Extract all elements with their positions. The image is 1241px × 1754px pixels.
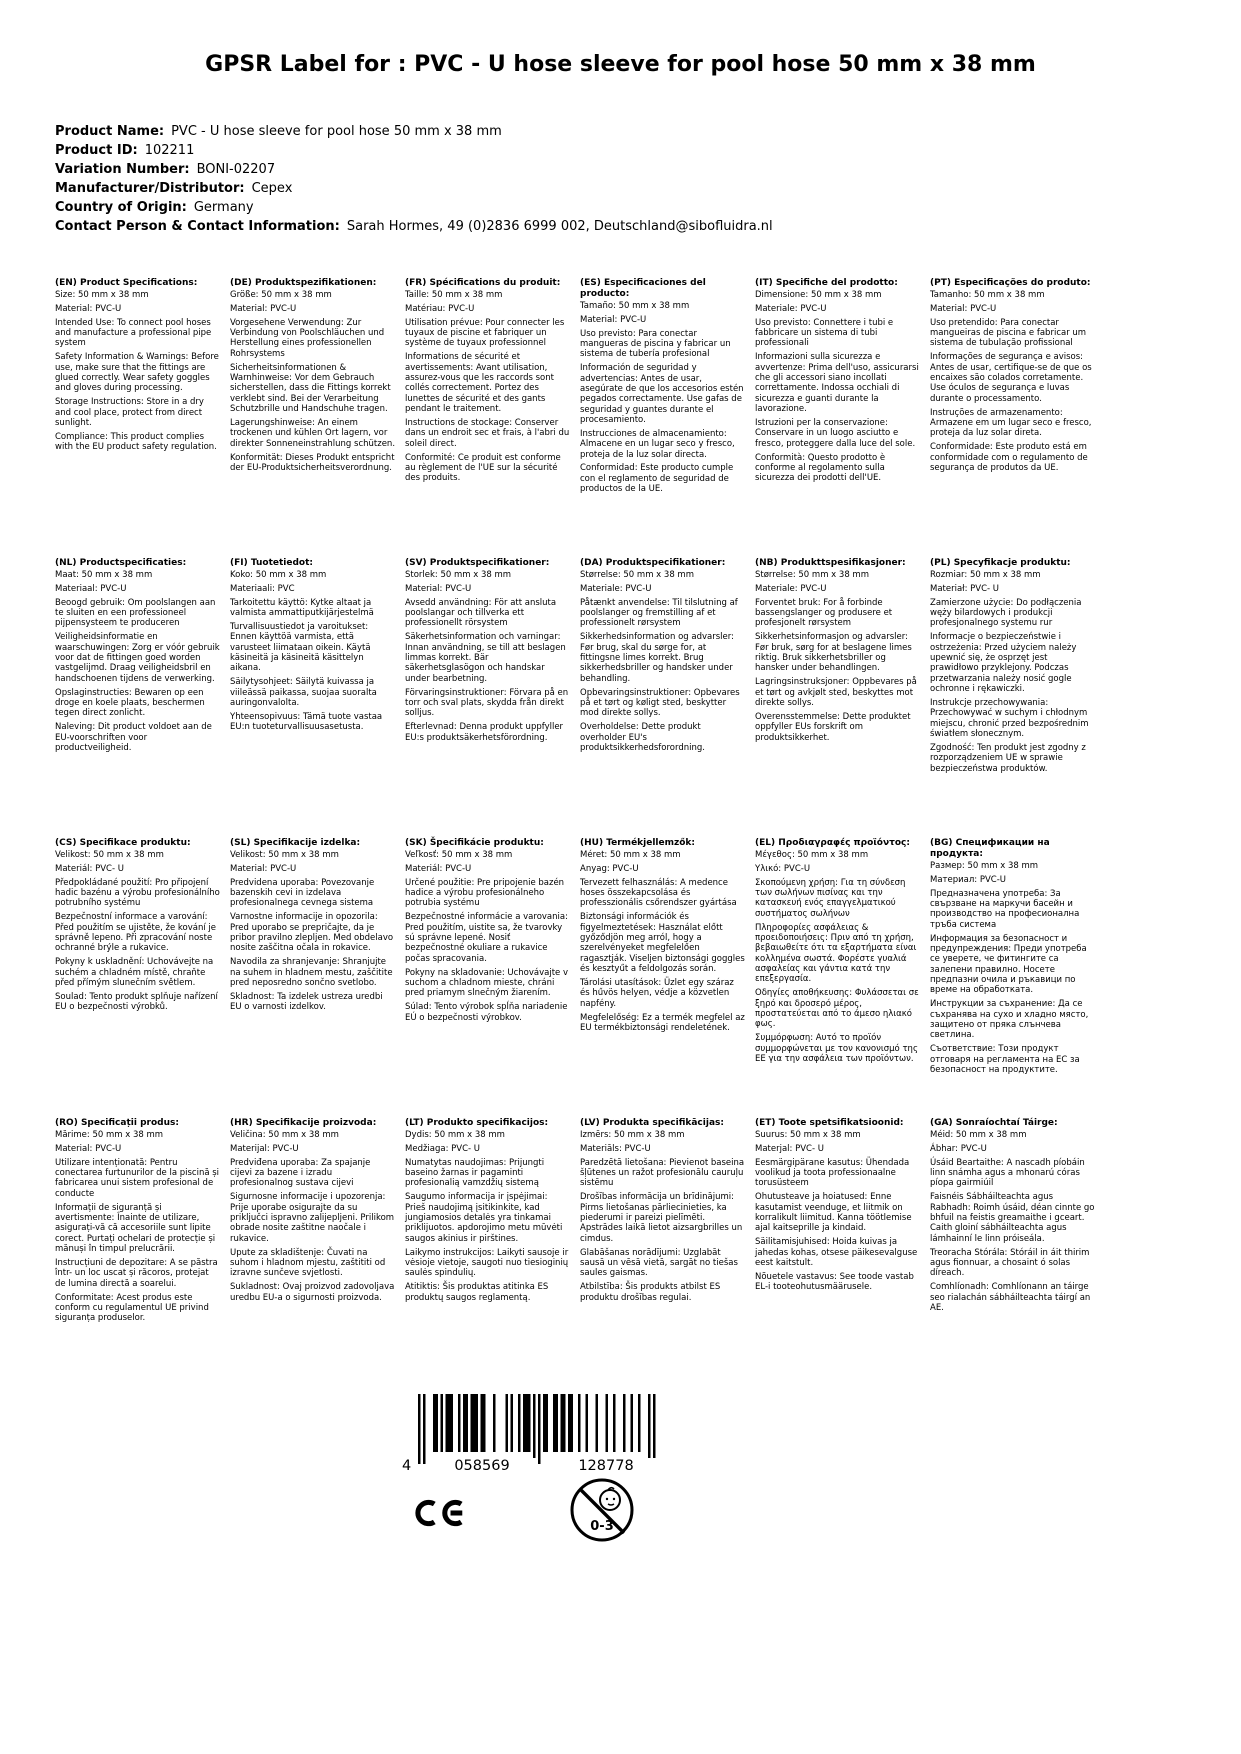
- product-info: [55, 122, 773, 236]
- language-block-paragraph: Konformität: Dieses Produkt entspricht der EU-Produktsicherheitsverordnung.: [230, 452, 395, 473]
- language-block-paragraph: Informacje o bezpieczeństwie i ostrzeżenia: Przed użyciem należy upewnić się, że osprzęt jest prawidłowo przyklejony. Podczas przetwarzania należy nosić gogle ochronne i rękawiczki.: [930, 632, 1077, 695]
- info-label: Country of Origin:: [55, 200, 187, 215]
- ean-barcode: [402, 1394, 672, 1474]
- language-block-sl: [230, 838, 395, 1118]
- info-value: Germany: [193, 200, 254, 215]
- language-block-paragraph: Zgodność: Ten produkt jest zgodny z rozporządzeniem UE w sprawie bezpieczeństwa produktów.: [930, 742, 1086, 774]
- language-block-paragraph: Dydis: 50 mm x 38 mm: [405, 1129, 505, 1140]
- info-label: Manufacturer/Distributor:: [55, 181, 245, 196]
- language-block-paragraph: Vorgesehene Verwendung: Zur Verbindung von Poolschläuchen und Herstellung eines professionellen Rohrsystems: [230, 317, 385, 359]
- language-block-paragraph: Glabāšanas norādījumi: Uzglabāt sausā un vēsā vietā, sargāt no tiešas saules gaismas.: [580, 1247, 738, 1279]
- language-block-header: (NB) Produkttspesifikasjoner:: [755, 558, 906, 568]
- language-block-paragraph: Συμμόρφωση: Αυτό το προϊόν συμμορφώνεται με τον κανονισμό της ΕΕ για την ασφάλεια των προϊόντων.: [755, 1033, 918, 1064]
- language-block-paragraph: Инструкции за съхранение: Да се съхранява на сухо и хладно място, защитено от пряка слънчева светлина.: [930, 999, 1089, 1041]
- language-block-paragraph: Drošības informācija un brīdinājumi: Pirms lietošanas pārliecinieties, ka piederumi ir pareizi pielīmēti. Apstrādes laikā lietot aizsargbrilles un cimdus.: [580, 1192, 743, 1244]
- language-block-paragraph: Tamaño: 50 mm x 38 mm: [580, 300, 690, 311]
- language-block-header: (GA) Sonraíochtaí Táirge:: [930, 1118, 1058, 1128]
- language-block-paragraph: Съответствие: Този продукт отговаря на регламента на ЕС за безопасност на продуктите.: [930, 1044, 1080, 1075]
- language-block-paragraph: Σκοπούμενη χρήση: Για τη σύνδεση των σωλήνων πισίνας και την κατασκευή ενός επαγγελματικού συστήματος σωλήνων: [755, 877, 906, 919]
- info-label: Product Name:: [55, 124, 165, 139]
- language-block-paragraph: Megfelelőség: Ez a termék megfelel az EU termékbiztonsági rendeletének.: [580, 1012, 745, 1033]
- language-block-paragraph: Utilizare intenționată: Pentru conectarea furtunurilor de la piscină și fabricarea unui sistem profesional de conducte: [55, 1157, 220, 1199]
- language-block-paragraph: Skladnost: Ta izdelek ustreza uredbi EU o varnosti izdelkov.: [230, 991, 383, 1013]
- language-block-fi: [230, 558, 395, 838]
- language-block-paragraph: Určené použitie: Pre pripojenie bazén hadice a výrobu profesionálneho potrubia systému: [405, 877, 565, 909]
- language-block-header: (CS) Specifikace produktu:: [55, 838, 191, 848]
- language-block-paragraph: Compliance: This product complies with the EU product safety regulation.: [55, 431, 217, 453]
- language-block-paragraph: Turvallisuustiedot ja varoitukset: Ennen käyttöä varmista, että varusteet liimataan oikein. Käytä käsineitä ja käsineitä käsittelyn aikana.: [230, 621, 371, 674]
- language-block-paragraph: Förvaringsinstruktioner: Förvara på en torr och sval plats, skydda från direkt solljus.: [405, 687, 569, 719]
- language-block-header: (EL) Προδιαγραφές προϊόντος:: [755, 838, 910, 848]
- age-warning-icon: [568, 1476, 636, 1548]
- language-block-paragraph: Izmērs: 50 mm x 38 mm: [580, 1129, 685, 1140]
- language-block-ga: [930, 1118, 1095, 1398]
- language-block-paragraph: Veľkosť: 50 mm x 38 mm: [405, 849, 513, 860]
- info-line-3: [55, 179, 773, 198]
- language-block-paragraph: Sikkerhetsinformasjon og advarsler: Før bruk, sørg for at beslagene limes riktig. Bruk sikkerhetsbriller og hansker under behandlingen.: [755, 632, 912, 674]
- barcode-digits-left: 058569: [426, 1458, 538, 1474]
- barcode-digits-right: 128778: [550, 1458, 662, 1474]
- language-block-paragraph: Velikost: 50 mm x 38 mm: [55, 849, 164, 860]
- info-line-4: [55, 198, 773, 217]
- language-block-paragraph: Treoracha Stórála: Stóráil in áit thirim agus fionnuar, a chosaint ó solas díreach.: [930, 1247, 1090, 1279]
- language-block-paragraph: Информация за безопасност и предупреждения: Преди употреба се уверете, че фитингите са залепени правилно. Носете предпазни очила и ръкавици по време на обработката.: [930, 933, 1087, 996]
- bottom-marks: [0, 1388, 1241, 1568]
- language-block-paragraph: Materiaali: PVC: [230, 583, 295, 594]
- language-block-paragraph: Naleving: Dit product voldoet aan de EU-voorschriften voor productveiligheid.: [55, 722, 212, 753]
- language-block-paragraph: Instrucciones de almacenamiento: Almacene en un lugar seco y fresco, proteja de la luz solar directa.: [580, 428, 735, 460]
- language-block-paragraph: Méret: 50 mm x 38 mm: [580, 849, 681, 860]
- language-block-hu: [580, 838, 745, 1118]
- language-block-paragraph: Tarkoitettu käyttö: Kytke altaat ja valmista ammattiputkijärjestelmä: [230, 597, 374, 619]
- language-block-paragraph: Úsáid Beartaithe: A nascadh píobáin linn snámha agus a mhonarú córas píopa gairmiúil: [930, 1157, 1085, 1189]
- language-block-paragraph: Intended Use: To connect pool hoses and manufacture a professional pipe system: [55, 317, 212, 349]
- language-block-paragraph: Zamierzone użycie: Do podłączenia węży bilardowych i produkcji profesjonalnego systemu rur: [930, 597, 1082, 629]
- language-block-paragraph: Instrukcje przechowywania: Przechowywać w suchym i chłodnym miejscu, chronić przed bezpośrednim światłem słonecznym.: [930, 697, 1089, 739]
- language-block-paragraph: Sukladnost: Ovaj proizvod zadovoljava uredbu EU-a o sigurnosti proizvoda.: [230, 1282, 395, 1303]
- language-block-de: [230, 278, 395, 558]
- language-block-paragraph: Materiale: PVC-U: [755, 303, 827, 314]
- barcode-digits: [402, 1458, 672, 1474]
- language-block-paragraph: Material: PVC-U: [55, 1143, 122, 1154]
- language-block-paragraph: Předpokládané použití: Pro připojení hadic bazénu a výrobu profesionálního potrubního systému: [55, 877, 220, 909]
- language-block-paragraph: Informações de segurança e avisos: Antes de usar, certifique-se de que os encaixes são colados corretamente. Use óculos de segurança e luvas durante o processamento.: [930, 352, 1092, 404]
- language-block-paragraph: Atbilstība: Šis produkts atbilst ES produktu drošības regulai.: [580, 1282, 721, 1303]
- language-block-paragraph: Conformidade: Este produto está em conformidade com o regulamento de segurança de produtos da UE.: [930, 442, 1088, 473]
- language-block-header: (HU) Termékjellemzők:: [580, 838, 696, 848]
- language-block-paragraph: Conformité: Ce produit est conforme au règlement de l'UE sur la sécurité des produits.: [405, 452, 561, 484]
- language-block-lv: [580, 1118, 745, 1398]
- language-block-paragraph: Materiāls: PVC-U: [580, 1143, 651, 1154]
- language-block-header: (ES) Especificaciones del producto:: [580, 278, 706, 299]
- language-block-paragraph: Pokyny na skladovanie: Uchovávajte v suchom a chladnom mieste, chráni pred priamym slnečným žiarením.: [405, 967, 569, 999]
- info-value: Cepex: [251, 181, 293, 196]
- language-block-paragraph: Bezpečnostní informace a varování: Před použitím se ujistěte, že kování je správně lepeno. Při zpracování noste ochranné brýle a rukavice.: [55, 912, 217, 954]
- language-block-paragraph: Instructions de stockage: Conserver dans un endroit sec et frais, à l'abri du soleil direct.: [405, 417, 570, 449]
- language-block-paragraph: Materiaal: PVC-U: [55, 583, 127, 594]
- language-block-header: (FR) Spécifications du produit:: [405, 278, 561, 288]
- language-block-paragraph: Säilytysohjeet: Säilytä kuivassa ja viileässä paikassa, suojaa suoralta auringonvalolta.: [230, 677, 377, 708]
- language-block-header: (SL) Specifikacije izdelka:: [230, 838, 361, 848]
- language-block-paragraph: Navodila za shranjevanje: Shranjujte na suhem in hladnem mestu, zaščitite pred neposredno sončno svetlobo.: [230, 957, 393, 988]
- language-block-paragraph: Material: PVC-U: [405, 583, 472, 594]
- language-block-et: [755, 1118, 920, 1398]
- info-line-2: [55, 160, 773, 179]
- language-block-header: (SV) Produktspecifikationer:: [405, 558, 550, 568]
- info-line-5: [55, 217, 773, 236]
- page-title: GPSR Label for : PVC - U hose sleeve for pool hose 50 mm x 38 mm: [205, 52, 1036, 77]
- language-block-paragraph: Tervezett felhasználás: A medence hoses összekapcsolása és professzionális csőrendszer gyártása: [580, 877, 737, 909]
- language-block-cs: [55, 838, 220, 1118]
- language-block-paragraph: Predviđena uporaba: Za spajanje cijevi za bazene i izradu profesionalnog sustava cijevi: [230, 1157, 371, 1189]
- language-block-pl: [930, 558, 1095, 838]
- language-block-el: [755, 838, 920, 1118]
- language-block-paragraph: Atitiktis: Šis produktas atitinka ES produktų saugos reglamentą.: [405, 1282, 549, 1303]
- language-block-paragraph: Tárolási utasítások: Üzlet egy száraz és hűvös helyen, védje a közvetlen napfény.: [580, 977, 734, 1009]
- language-block-paragraph: Pokyny k uskladnění: Uchovávejte na suchém a chladném místě, chraňte před přímým slunečním světlem.: [55, 957, 214, 988]
- language-block-paragraph: Medžiaga: PVC- U: [405, 1143, 481, 1154]
- language-block-es: [580, 278, 745, 558]
- info-line-0: [55, 122, 773, 141]
- language-block-paragraph: Uso previsto: Connettere i tubi e fabbricare un sistema di tubi professionali: [755, 317, 894, 349]
- language-block-paragraph: Koko: 50 mm x 38 mm: [230, 569, 327, 580]
- language-block-paragraph: Størrelse: 50 mm x 38 mm: [755, 569, 869, 580]
- language-block-paragraph: Ohutusteave ja hoiatused: Enne kasutamist veenduge, et liitmik on korralikult liimitud. Kanna töötlemise ajal kaitseprille ja kindaid.: [755, 1192, 912, 1234]
- language-block-paragraph: Storlek: 50 mm x 38 mm: [405, 569, 512, 580]
- language-block-paragraph: Material: PVC-U: [580, 314, 647, 325]
- language-block-paragraph: Conformidad: Este producto cumple con el reglamento de seguridad de productos de la UE.: [580, 463, 734, 495]
- language-block-paragraph: Faisnéis Sábháilteachta agus Rabhadh: Roimh úsáid, déan cinnte go bhfuil na feistis greamaithe i gceart. Caith gloiní sábháilteachta agus lámhainní le linn próiseála.: [930, 1192, 1095, 1244]
- language-block-pt: [930, 278, 1095, 558]
- language-block-paragraph: Υλικό: PVC-U: [755, 863, 811, 874]
- info-value: BONI-02207: [196, 162, 276, 177]
- language-block-paragraph: Conformitate: Acest produs este conform cu regulamentul UE privind siguranța produselor.: [55, 1292, 209, 1324]
- language-block-paragraph: Conformità: Questo prodotto è conforme al regolamento sulla sicurezza dei prodotti dell'UE.: [755, 452, 886, 484]
- language-block-paragraph: Información de seguridad y advertencias: Antes de usar, asegúrate de que los accesorios estén pegados correctamente. Use gafas de seguridad y guantes durante el procesamiento.: [580, 363, 744, 426]
- language-block-it: [755, 278, 920, 558]
- info-value: PVC - U hose sleeve for pool hose 50 mm x 38 mm: [171, 124, 502, 139]
- language-block-header: (BG) Спецификации на продукта:: [930, 838, 1050, 859]
- language-block-paragraph: Πληροφορίες ασφάλειας & προειδοποιήσεις: Πριν από τη χρήση, βεβαιωθείτε ότι τα εξαρτήματα είναι κολλημένα σωστά. Φορέστε γυαλιά ασφαλείας και γάντια κατά την επεξεργασία.: [755, 922, 917, 985]
- language-block-sv: [405, 558, 570, 838]
- language-block-paragraph: Materjal: PVC- U: [755, 1143, 824, 1154]
- language-block-sk: [405, 838, 570, 1118]
- language-block-paragraph: Beoogd gebruik: Om poolslangen aan te sluiten en een professioneel pijpensysteem te produceren: [55, 597, 216, 629]
- language-grid: [55, 278, 1095, 1398]
- barcode-digit-first: 4: [402, 1458, 412, 1474]
- language-block-paragraph: Opslaginstructies: Bewaren op een droge en koele plaats, beschermen tegen direct zonlicht.: [55, 687, 205, 719]
- language-block-en: [55, 278, 220, 558]
- language-block-header: (EN) Product Specifications:: [55, 278, 198, 288]
- language-block-paragraph: Lagringsinstruksjoner: Oppbevares på et tørt og avkjølt sted, beskyttes mot direkte sollys.: [755, 677, 917, 708]
- language-block-paragraph: Mărime: 50 mm x 38 mm: [55, 1129, 164, 1140]
- language-block-paragraph: Uso previsto: Para conectar mangueras de piscina y fabricar un sistema de tubería profesional: [580, 328, 731, 360]
- language-block-paragraph: Materiale: PVC-U: [755, 583, 827, 594]
- language-block-paragraph: Sicherheitsinformationen & Warnhinweise: Vor dem Gebrauch sicherstellen, dass die Fittings korrekt verklebt sind. Bei der Verarbeitung Schutzbrille und Handschuhe tragen.: [230, 362, 391, 415]
- language-block-paragraph: Μέγεθος: 50 mm x 38 mm: [755, 849, 869, 860]
- language-block-paragraph: Size: 50 mm x 38 mm: [55, 289, 149, 300]
- language-block-nl: [55, 558, 220, 838]
- language-block-paragraph: Biztonsági információk és figyelmeztetések: Használat előtt győződjön meg arról, hogy a szerelvényeket megfelelően ragasztják. Viseljen biztonsági goggles és kesztyűt a feldolgozás során.: [580, 912, 745, 975]
- language-block-paragraph: Velikost: 50 mm x 38 mm: [230, 849, 339, 860]
- language-block-paragraph: Utilisation prévue: Pour connecter les tuyaux de piscine et fabriquer un système de tuyaux professionnel: [405, 317, 565, 349]
- language-block-paragraph: Matériau: PVC-U: [405, 303, 475, 314]
- language-block-paragraph: Storage Instructions: Store in a dry and cool place, protect from direct sunlight.: [55, 397, 204, 428]
- language-block-paragraph: Sigurnosne informacije i upozorenja: Prije uporabe osigurajte da su priključci ispravno zalijepljeni. Prilikom obrade nosite zaštitne naočale i rukavice.: [230, 1192, 395, 1244]
- language-block-paragraph: Instrucțiuni de depozitare: A se păstra într- un loc uscat și răcoros, protejat de lumina directă a soarelui.: [55, 1257, 218, 1289]
- language-block-paragraph: Rozmiar: 50 mm x 38 mm: [930, 569, 1041, 580]
- info-label: Contact Person & Contact Information:: [55, 219, 340, 234]
- language-block-paragraph: Comhlíonadh: Comhlíonann an táirge seo rialachán sábháilteachta táirgí an AE.: [930, 1282, 1091, 1313]
- language-block-header: (DA) Produktspecifikationer:: [580, 558, 726, 568]
- language-block-paragraph: Overensstemmelse: Dette produktet oppfyller EUs forskrift om produktsikkerhet.: [755, 711, 911, 743]
- language-block-paragraph: Material: PVC-U: [230, 303, 297, 314]
- language-block-paragraph: Paredzētā lietošana: Pievienot baseina šļūtenes un ražot profesionālu cauruļu sistēmu: [580, 1157, 745, 1189]
- language-block-paragraph: Materiál: PVC-U: [405, 863, 472, 874]
- language-block-header: (RO) Specificații produs:: [55, 1118, 179, 1128]
- language-block-paragraph: Größe: 50 mm x 38 mm: [230, 289, 332, 300]
- language-block-da: [580, 558, 745, 838]
- language-block-paragraph: Eesmärgipärane kasutus: Ühendada voolikud ja toota professionaalne torusüsteem: [755, 1157, 910, 1189]
- language-block-lt: [405, 1118, 570, 1398]
- language-block-paragraph: Laikymo instrukcijos: Laikyti sausoje ir vėsioje vietoje, saugoti nuo tiesioginių saulės spindulių.: [405, 1247, 569, 1279]
- language-block-paragraph: Informations de sécurité et avertissements: Avant utilisation, assurez-vous que les raccords sont collés correctement. Portez des lunettes de sécurité et des gants pendant le traitement.: [405, 352, 554, 415]
- language-block-paragraph: Størrelse: 50 mm x 38 mm: [580, 569, 694, 580]
- language-block-paragraph: Предназначена употреба: За свързване на маркучи басейн и производство на професионална тръба система: [930, 888, 1080, 930]
- language-block-paragraph: Ábhar: PVC-U: [930, 1143, 987, 1154]
- language-block-fr: [405, 278, 570, 558]
- language-block-paragraph: Upute za skladištenje: Čuvati na suhom i hladnom mjestu, zaštititi od izravne sunčeve svjetlosti.: [230, 1247, 386, 1279]
- language-block-paragraph: Uso pretendido: Para conectar mangueiras de piscina e fabricar um sistema de tubulação profissional: [930, 317, 1087, 349]
- language-block-paragraph: Veličina: 50 mm x 38 mm: [230, 1129, 339, 1140]
- language-block-paragraph: Maat: 50 mm x 38 mm: [55, 569, 153, 580]
- language-block-paragraph: Anyag: PVC-U: [580, 863, 639, 874]
- language-block-paragraph: Informații de siguranță și avertismente: Înainte de utilizare, asigurați-vă că accesoriile sunt lipite corect. Purtați ochelari de protecție și mănuși în timpul prelucrării.: [55, 1202, 216, 1255]
- info-value: 102211: [144, 143, 195, 158]
- language-block-paragraph: Overholdelse: Dette produkt overholder EU's produktsikkerhedsforordning.: [580, 722, 705, 753]
- language-block-hr: [230, 1118, 395, 1398]
- language-block-paragraph: Размер: 50 mm x 38 mm: [930, 860, 1039, 871]
- language-block-paragraph: Yhteensopivuus: Tämä tuote vastaa EU:n tuoteturvallisuusasetusta.: [230, 711, 383, 733]
- language-block-paragraph: Informazioni sulla sicurezza e avvertenze: Prima dell'uso, assicurarsi che gli accessori siano incollati correttamente. Indossa occhiali di sicurezza e guanti durante la lavorazione.: [755, 352, 919, 415]
- language-block-header: (PL) Specyfikacje produktu:: [930, 558, 1071, 568]
- language-block-header: (PT) Especificações do produto:: [930, 278, 1091, 288]
- language-block-nb: [755, 558, 920, 838]
- language-block-paragraph: Säilitamisjuhised: Hoida kuivas ja jahedas kohas, otsese päikesevalguse eest kaitstult.: [755, 1237, 918, 1268]
- language-block-paragraph: Материал: PVC-U: [930, 874, 1007, 885]
- language-block-paragraph: Bezpečnostné informácie a varovania: Pred použitím, uistite sa, že tvarovky sú správne lepené. Nosiť bezpečnostné okuliare a rukavice počas spracovania.: [405, 912, 568, 964]
- language-block-paragraph: Påtænkt anvendelse: Til tilslutning af poolslanger og fremstilling af et professionelt rørsystem: [580, 597, 738, 629]
- info-label: Product ID:: [55, 143, 138, 158]
- language-block-header: (ET) Toote spetsifikatsioonid:: [755, 1118, 904, 1128]
- language-block-paragraph: Dimensione: 50 mm x 38 mm: [755, 289, 882, 300]
- language-block-paragraph: Material: PVC-U: [230, 863, 297, 874]
- language-block-header: (HR) Specifikacije proizvoda:: [230, 1118, 377, 1128]
- ce-mark-icon: [413, 1490, 469, 1540]
- language-block-paragraph: Instruções de armazenamento: Armazene em um lugar seco e fresco, proteja da luz solar direta.: [930, 407, 1092, 439]
- language-block-paragraph: Saugumo informacija ir įspėjimai: Prieš naudojimą įsitikinkite, kad jungiamosios detalės yra tinkamai priklijuotos. apdorojimo metu mūvėti saugos akinius ir pirštines.: [405, 1192, 563, 1244]
- language-block-paragraph: Tamanho: 50 mm x 38 mm: [930, 289, 1045, 300]
- language-block-paragraph: Materiał: PVC- U: [930, 583, 1000, 594]
- language-block-header: (IT) Specifiche del prodotto:: [755, 278, 898, 288]
- info-label: Variation Number:: [55, 162, 190, 177]
- language-block-paragraph: Istruzioni per la conservazione: Conservare in un luogo asciutto e fresco, proteggere dalla luce del sole.: [755, 417, 916, 449]
- language-block-paragraph: Material: PVC-U: [930, 303, 997, 314]
- language-block-paragraph: Opbevaringsinstruktioner: Opbevares på et tørt og køligt sted, beskytter mod direkte sollys.: [580, 687, 740, 719]
- language-block-header: (DE) Produktspezifikationen:: [230, 278, 377, 288]
- language-block-header: (FI) Tuotetiedot:: [230, 558, 314, 568]
- language-block-header: (LV) Produkta specifikācijas:: [580, 1118, 724, 1128]
- language-block-paragraph: Numatytas naudojimas: Prijungti baseino žarnas ir pagaminti profesionalią vamzdžių sistemą: [405, 1157, 545, 1189]
- language-block-paragraph: Súlad: Tento výrobok spĺňa nariadenie EÚ o bezpečnosti výrobkov.: [405, 1002, 568, 1023]
- language-block-header: (LT) Produkto specifikacijos:: [405, 1118, 549, 1128]
- language-block-paragraph: Suurus: 50 mm x 38 mm: [755, 1129, 861, 1140]
- language-block-paragraph: Taille: 50 mm x 38 mm: [405, 289, 503, 300]
- language-block-paragraph: Material: PVC-U: [55, 303, 122, 314]
- language-block-paragraph: Avsedd användning: För att ansluta poolslangar och tillverka ett professionellt rörsystem: [405, 597, 557, 629]
- language-block-paragraph: Safety Information & Warnings: Before use, make sure that the fittings are glued correctly. Wear safety goggles and gloves during processing.: [55, 352, 219, 394]
- language-block-paragraph: Forventet bruk: For å forbinde bassengslanger og produsere et profesjonelt rørsystem: [755, 597, 893, 629]
- language-block-paragraph: Méid: 50 mm x 38 mm: [930, 1129, 1027, 1140]
- language-block-paragraph: Soulad: Tento produkt splňuje nařízení EU o bezpečnosti výrobků.: [55, 991, 218, 1013]
- language-block-ro: [55, 1118, 220, 1398]
- language-block-paragraph: Säkerhetsinformation och varningar: Innan användning, se till att beslagen limmas korrekt. Bär säkerhetsglasögon och handskar under bearbetning.: [405, 632, 566, 684]
- age-warning-label: 0-3: [590, 1519, 614, 1534]
- language-block-bg: [930, 838, 1095, 1118]
- language-block-paragraph: Lagerungshinweise: An einem trockenen und kühlen Ort lagern, vor direkter Sonneneinstrahlung schützen.: [230, 417, 396, 449]
- language-block-paragraph: Nõuetele vastavus: See toode vastab EL-i tooteohutusmäärusele.: [755, 1271, 914, 1293]
- language-block-paragraph: Efterlevnad: Denna produkt uppfyller EU:s produktsäkerhetsförordning.: [405, 722, 564, 743]
- language-block-paragraph: Οδηγίες αποθήκευσης: Φυλάσσεται σε ξηρό και δροσερό μέρος, προστατεύεται από το άμεσο ηλιακό φως.: [755, 988, 919, 1030]
- language-block-paragraph: Sikkerhedsinformation og advarsler: Før brug, skal du sørge for, at fittingsne limes korrekt. Brug sikkerhedsbriller og handsker under behandling.: [580, 632, 734, 684]
- info-line-1: [55, 141, 773, 160]
- language-block-header: (SK) Špecifikácie produktu:: [405, 838, 544, 848]
- language-block-paragraph: Veiligheidsinformatie en waarschuwingen: Zorg er vóór gebruik voor dat de fittingen goed worden vastgelijmd. Draag veiligheidsbril en handschoenen tijdens de verwerking.: [55, 632, 220, 684]
- language-block-header: (NL) Productspecificaties:: [55, 558, 187, 568]
- language-block-paragraph: Materiale: PVC-U: [580, 583, 652, 594]
- info-value: Sarah Hormes, 49 (0)2836 6999 002, Deutschland@sibofluidra.nl: [346, 219, 773, 234]
- language-block-paragraph: Predvidena uporaba: Povezovanje bazenskih cevi in izdelava profesionalnega cevnega sistema: [230, 877, 375, 909]
- language-block-paragraph: Materiál: PVC- U: [55, 863, 124, 874]
- language-block-paragraph: Materijal: PVC-U: [230, 1143, 299, 1154]
- language-block-paragraph: Varnostne informacije in opozorila: Pred uporabo se prepričajte, da je pribor pravilno zlepljen. Med obdelavo nosite zaščitna očala in rokavice.: [230, 912, 394, 954]
